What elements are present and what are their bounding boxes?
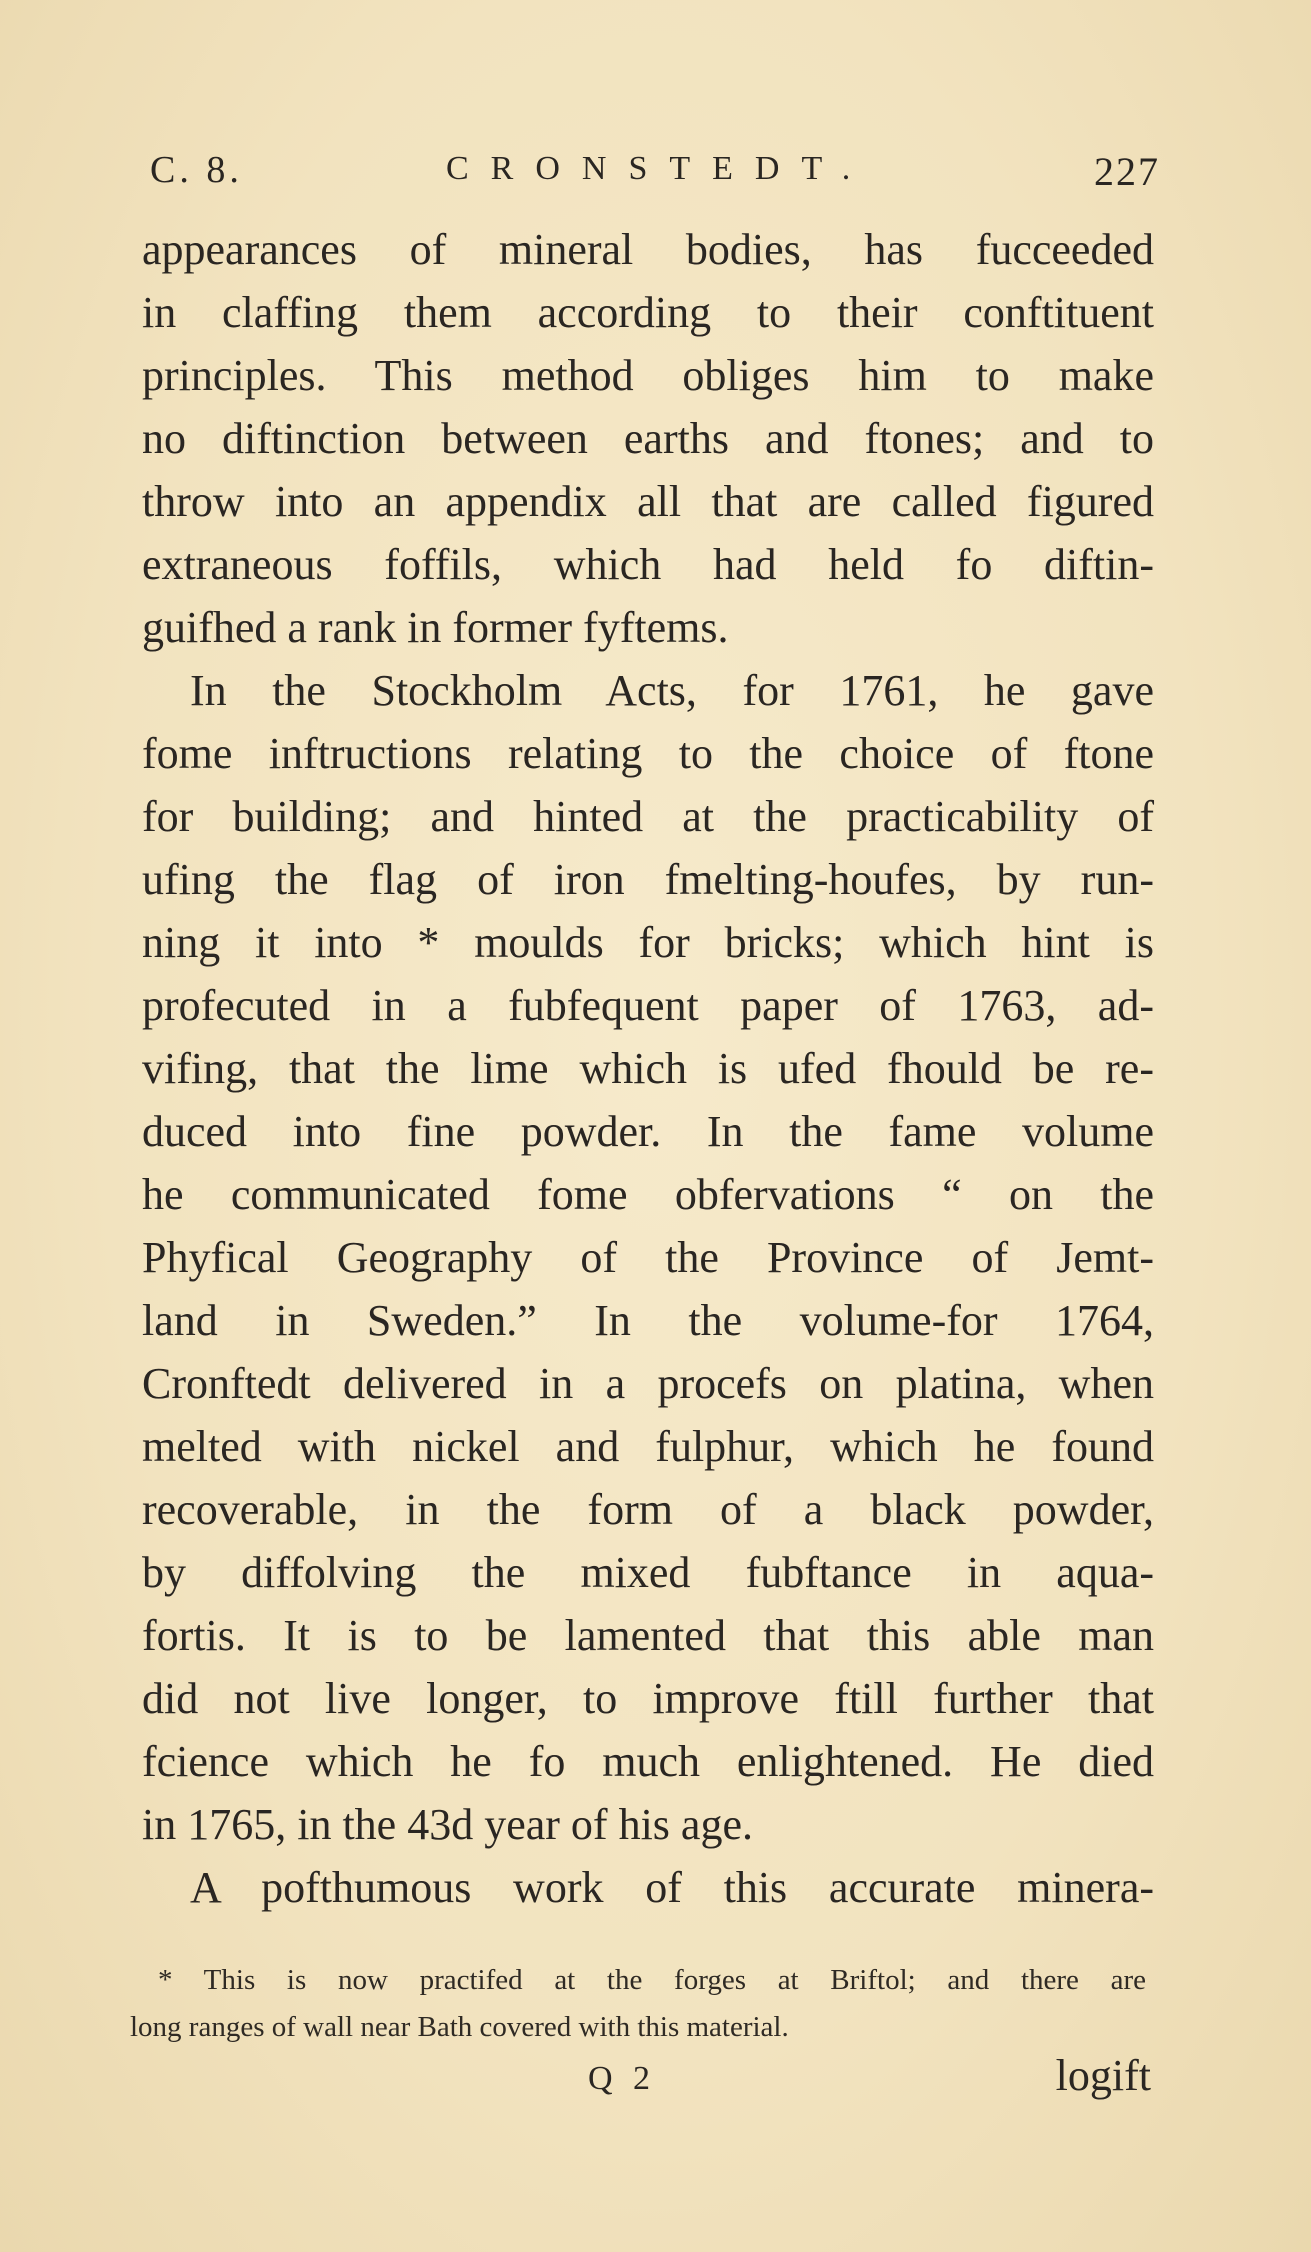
chapter-reference: C. 8. (150, 149, 243, 191)
text-line: principles. This method obliges him to make (142, 351, 1154, 400)
signature-mark: Q 2 (588, 2060, 657, 2097)
catchword: logift (1055, 2051, 1151, 2100)
text-line: fcience which he fo much enlightened. He died (142, 1737, 1154, 1786)
text-line: In the Stockholm Acts, for 1761, he gave (190, 666, 1154, 715)
running-title: CRONSTEDT. (446, 150, 873, 187)
text-line: throw into an appendix all that are called figured (142, 477, 1154, 526)
text-line: vifing, that the lime which is ufed fhould be re- (142, 1044, 1154, 1093)
text-line: he communicated fome obfervations “ on the (142, 1170, 1154, 1219)
text-line: fome inftructions relating to the choice of ftone (142, 729, 1154, 778)
text-line: Cronftedt delivered in a procefs on platina, when (142, 1359, 1154, 1408)
text-line: ning it into * moulds for bricks; which hint is (142, 918, 1154, 967)
text-line: appearances of mineral bodies, has fucceeded (142, 225, 1154, 274)
text-line: land in Sweden.” In the volume-for 1764, (142, 1296, 1154, 1345)
text-line: ufing the flag of iron fmelting-houfes, by run- (142, 855, 1154, 904)
footnote-line: * This is now practifed at the forges at Briftol; and there are (158, 1964, 1146, 1996)
text-line: Phyfical Geography of the Province of Jemt- (142, 1233, 1154, 1282)
text-line: guifhed a rank in former fyftems. (142, 603, 729, 652)
main-text (142, 218, 1154, 1919)
text-line: melted with nickel and fulphur, which he found (142, 1422, 1154, 1471)
text-line: duced into fine powder. In the fame volume (142, 1107, 1154, 1156)
text-line: for building; and hinted at the practicability of (142, 792, 1154, 841)
text-line: did not live longer, to improve ftill further that (142, 1674, 1154, 1723)
text-line: recoverable, in the form of a black powder, (142, 1485, 1154, 1534)
text-line: profecuted in a fubfequent paper of 1763, ad- (142, 981, 1154, 1030)
text-line: in 1765, in the 43d year of his age. (142, 1800, 753, 1849)
text-line: extraneous foffils, which had held fo diftin- (142, 540, 1154, 589)
page-number: 227 (1094, 149, 1160, 194)
text-line: fortis. It is to be lamented that this able man (142, 1611, 1154, 1660)
footnote-line: long ranges of wall near Bath covered with this material. (130, 2011, 789, 2043)
text-line: in claffing them according to their conftituent (142, 288, 1154, 337)
text-line: A pofthumous work of this accurate minera- (190, 1863, 1154, 1912)
text-line: no diftinction between earths and ftones; and to (142, 414, 1154, 463)
running-header (150, 148, 1160, 198)
text-line: by diffolving the mixed fubftance in aqua- (142, 1548, 1154, 1597)
footnote (130, 1957, 1146, 2051)
